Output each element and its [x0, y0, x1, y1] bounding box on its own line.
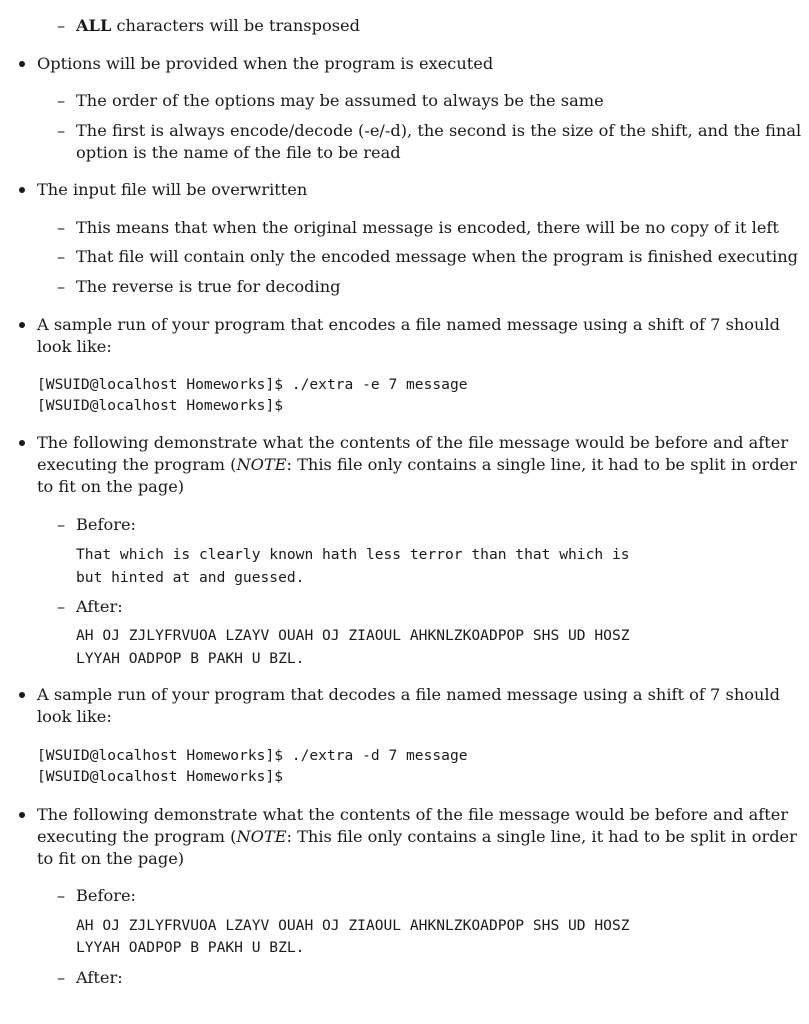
input-file-sub-item: This means that when the original message is encoded, there will be no copy of it left	[76, 218, 779, 237]
code-line: That which is clearly known hath less terror than that which is	[76, 546, 630, 563]
sub-dash: –	[57, 597, 66, 616]
bullet	[19, 692, 25, 698]
code-line: [WSUID@localhost Homeworks]$	[37, 397, 284, 414]
decode-sample-item-cont: look like:	[37, 707, 112, 726]
code-line: [WSUID@localhost Homeworks]$ ./extra -d 7 message	[37, 747, 468, 764]
sub-dash: –	[57, 277, 66, 296]
code-line: [WSUID@localhost Homeworks]$ ./extra -e 7 message	[37, 376, 468, 393]
code-line: LYYAH OADPOP B PAKH U BZL.	[76, 650, 305, 667]
bullet	[19, 61, 25, 67]
before-label: Before:	[76, 515, 136, 534]
sub-dash: –	[57, 16, 66, 35]
contents-item-cont: to fit on the page)	[37, 849, 185, 868]
after-label: After:	[76, 968, 123, 987]
code-line: AH OJ ZJLYFRVUOA LZAYV OUAH OJ ZIAOUL AHKNLZKOADPOP SHS UD HOSZ	[76, 917, 630, 934]
contents-item-cont: to fit on the page)	[37, 477, 185, 496]
encode-sample-item-cont: look like:	[37, 337, 112, 356]
options-sub-item: The order of the options may be assumed to always be the same	[76, 91, 604, 110]
sub-dash: –	[57, 121, 66, 140]
sub-dash: –	[57, 247, 66, 266]
sub-item-all-characters: ALL characters will be transposed	[76, 16, 360, 35]
decode-sample-item: A sample run of your program that decodes a file named message using a shift of 7 should	[37, 685, 780, 704]
sub-dash: –	[57, 218, 66, 237]
code-line: [WSUID@localhost Homeworks]$	[37, 768, 284, 785]
bullet	[19, 187, 25, 193]
input-file-sub-item: The reverse is true for decoding	[76, 277, 341, 296]
input-file-sub-item: That file will contain only the encoded message when the program is finished executing	[76, 247, 799, 266]
contents-item-cont: executing the program (NOTE : This file only contains a single line, it had to be split in order	[37, 455, 797, 474]
encode-sample-item: A sample run of your program that encodes a file named message using a shift of 7 should	[37, 315, 781, 334]
bullet	[19, 812, 25, 818]
sub-dash: –	[57, 886, 66, 905]
code-line: LYYAH OADPOP B PAKH U BZL.	[76, 939, 305, 956]
contents-item: The following demonstrate what the contents of the file message would be before and after	[37, 805, 789, 824]
options-item: Options will be provided when the program is executed	[37, 54, 494, 73]
code-line: but hinted at and guessed.	[76, 569, 305, 586]
bullet	[19, 440, 25, 446]
sub-dash: –	[57, 968, 66, 987]
input-file-item: The input file will be overwritten	[37, 180, 308, 199]
options-sub-item: The first is always encode/decode (-e/-d), the second is the size of the shift, and the final	[76, 121, 802, 140]
options-sub-item-cont: option is the name of the file to be read	[76, 143, 401, 162]
contents-item-cont: executing the program (NOTE : This file only contains a single line, it had to be split in order	[37, 827, 797, 846]
after-label: After:	[76, 597, 123, 616]
bullet	[19, 322, 25, 328]
before-label: Before:	[76, 886, 136, 905]
code-line: AH OJ ZJLYFRVUOA LZAYV OUAH OJ ZIAOUL AHKNLZKOADPOP SHS UD HOSZ	[76, 627, 630, 644]
contents-item: The following demonstrate what the contents of the file message would be before and after	[37, 433, 789, 452]
sub-dash: –	[57, 91, 66, 110]
sub-dash: –	[57, 515, 66, 534]
